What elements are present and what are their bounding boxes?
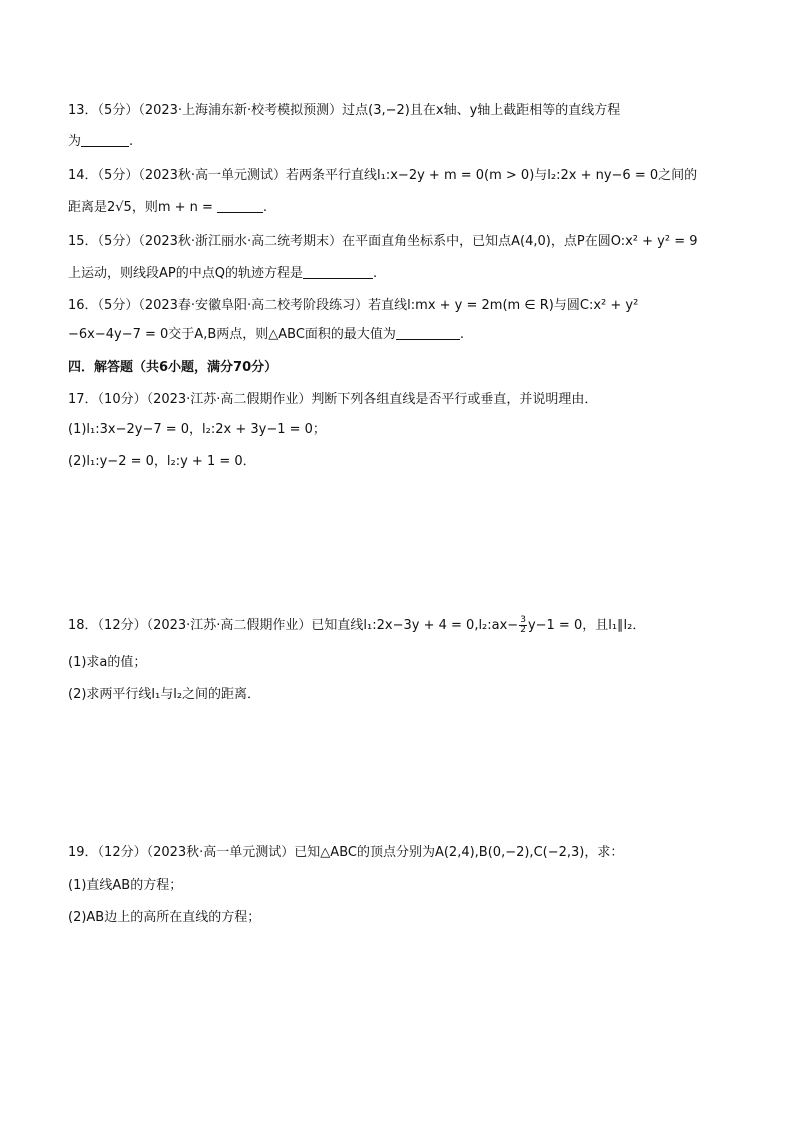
question-13-suffix: . [129,134,134,149]
question-14-line1: 14．（5分）（2023秋·高一单元测试）若两条平行直线l₁:x−2y + m = 0(m > 0)与l₂:2x + ny−6 = 0之间的 [68,168,698,183]
question-15-line2 [68,264,734,284]
question-18-stem [68,616,734,636]
question-18-part2: (2)求两平行线l₁与l₂之间的距离． [68,687,261,702]
question-16-prefix: −6x−4y−7 = 0交于A,B两点，则△ABC面积的最大值为 [68,327,396,342]
question-17-part1: (1)l₁:3x−2y−7 = 0，l₂:2x + 3y−1 = 0； [68,422,326,437]
answer-blank-13[interactable] [81,132,129,147]
question-15-prefix: 上运动，则线段AP的中点Q的轨迹方程是 [68,266,303,281]
question-14-suffix: . [262,200,268,215]
question-19-part2: (2)AB边上的高所在直线的方程； [68,910,261,925]
answer-blank-16[interactable] [396,325,460,340]
question-16-suffix: . [459,327,465,342]
section-heading-4: 四．解答题（共6小题，满分70分） [68,360,278,375]
question-13-line2 [68,132,734,152]
answer-blank-14[interactable] [217,198,263,213]
question-15-line1: 15．（5分）（2023秋·浙江丽水·高二统考期末）在平面直角坐标系中，已知点A(4,0)，点P在圆O:x² + y² = 9 [68,234,698,249]
question-15-suffix: . [372,266,378,281]
question-18-stem-a: 18．（12分）（2023·江苏·高二假期作业）已知直线l₁:2x−3y + 4 = 0,l₂:ax− [68,618,519,633]
question-16-line1: 16．（5分）（2023春·安徽阜阳·高二校考阶段练习）若直线l:mx + y = 2m(m ∈ R)与圆C:x² + y² [68,298,639,313]
question-13-line1: 13．（5分）（2023·上海浦东新·校考模拟预测）过点(3,−2)且在x轴、y轴上截距相等的直线方程 [68,103,621,118]
question-19-stem: 19．（12分）（2023秋·高一单元测试）已知△ABC的顶点分别为A(2,4),B(0,−2),C(−2,3)，求： [68,845,624,860]
question-18-part1: (1)求a的值； [68,655,147,670]
question-17-stem: 17．（10分）（2023·江苏·高二假期作业）判断下列各组直线是否平行或垂直，并说明理由． [68,392,598,407]
fraction-three-halves [519,616,527,635]
question-14-prefix: 距离是2√5，则m + n = [68,200,213,215]
fraction-numerator: 3 [520,615,526,625]
question-17-part2: (2)l₁:y−2 = 0，l₂:y + 1 = 0． [68,454,256,469]
question-13-prefix: 为 [68,134,82,149]
fraction-denominator: 2 [520,625,526,635]
question-19-part1: (1)直线AB的方程； [68,878,183,893]
answer-blank-15[interactable] [303,264,373,279]
question-16-line2 [68,325,734,345]
question-18-stem-b: y−1 = 0，且l₁∥l₂． [527,618,646,633]
question-14-line2 [68,198,734,218]
